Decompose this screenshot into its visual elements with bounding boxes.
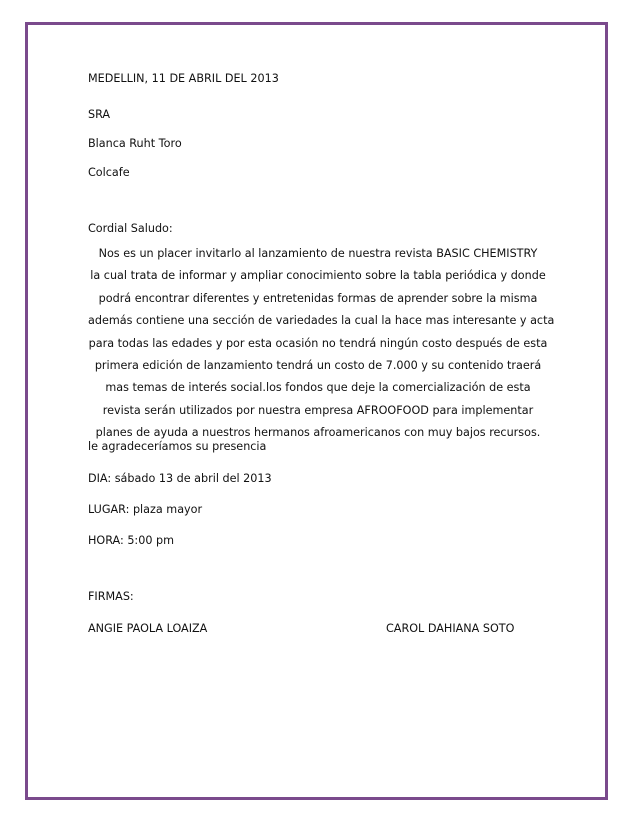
paragraph-line: podrá encontrar diferentes y entretenidas formas de aprender sobre la misma [98,291,538,305]
paragraph-line: mas temas de interés social.los fondos que deje la comercialización de esta [105,381,531,395]
event-day: DIA: sábado 13 de abril del 2013 [88,472,272,485]
body-paragraph [88,243,555,445]
thanks-line: le agradeceríamos su presencia [88,440,267,453]
paragraph-line: además contiene una sección de variedades la cual la hace mas interesante y acta [88,314,555,328]
paragraph-line: planes de ayuda a nuestros hermanos afroamericanos con muy bajos recursos. [95,426,541,440]
signer-left: ANGIE PAOLA LOAIZA [88,622,208,635]
paragraph-line: para todas las edades y por esta ocasión no tendrá ningún costo después de esta [88,336,548,350]
paragraph-line: primera edición de lanzamiento tendrá un costo de 7.000 y su contenido traerá [94,359,542,373]
event-time: HORA: 5:00 pm [88,534,174,547]
signatures-label: FIRMAS: [88,590,134,603]
paragraph-line: la cual trata de informar y ampliar conocimiento sobre la tabla periódica y donde [90,269,546,283]
date-line: MEDELLIN, 11 DE ABRIL DEL 2013 [88,72,279,85]
salutation-title: SRA [88,108,111,121]
signer-right: CAROL DAHIANA SOTO [386,622,515,635]
paragraph-line: Nos es un placer invitarlo al lanzamiento de nuestra revista BASIC CHEMISTRY [98,247,538,260]
recipient-name: Blanca Ruht Toro [88,137,182,150]
paragraph-line: revista serán utilizados por nuestra empresa AFROOFOOD para implementar [102,403,534,417]
company-name: Colcafe [88,166,130,179]
greeting: Cordial Saludo: [88,222,173,235]
event-place: LUGAR: plaza mayor [88,503,203,516]
